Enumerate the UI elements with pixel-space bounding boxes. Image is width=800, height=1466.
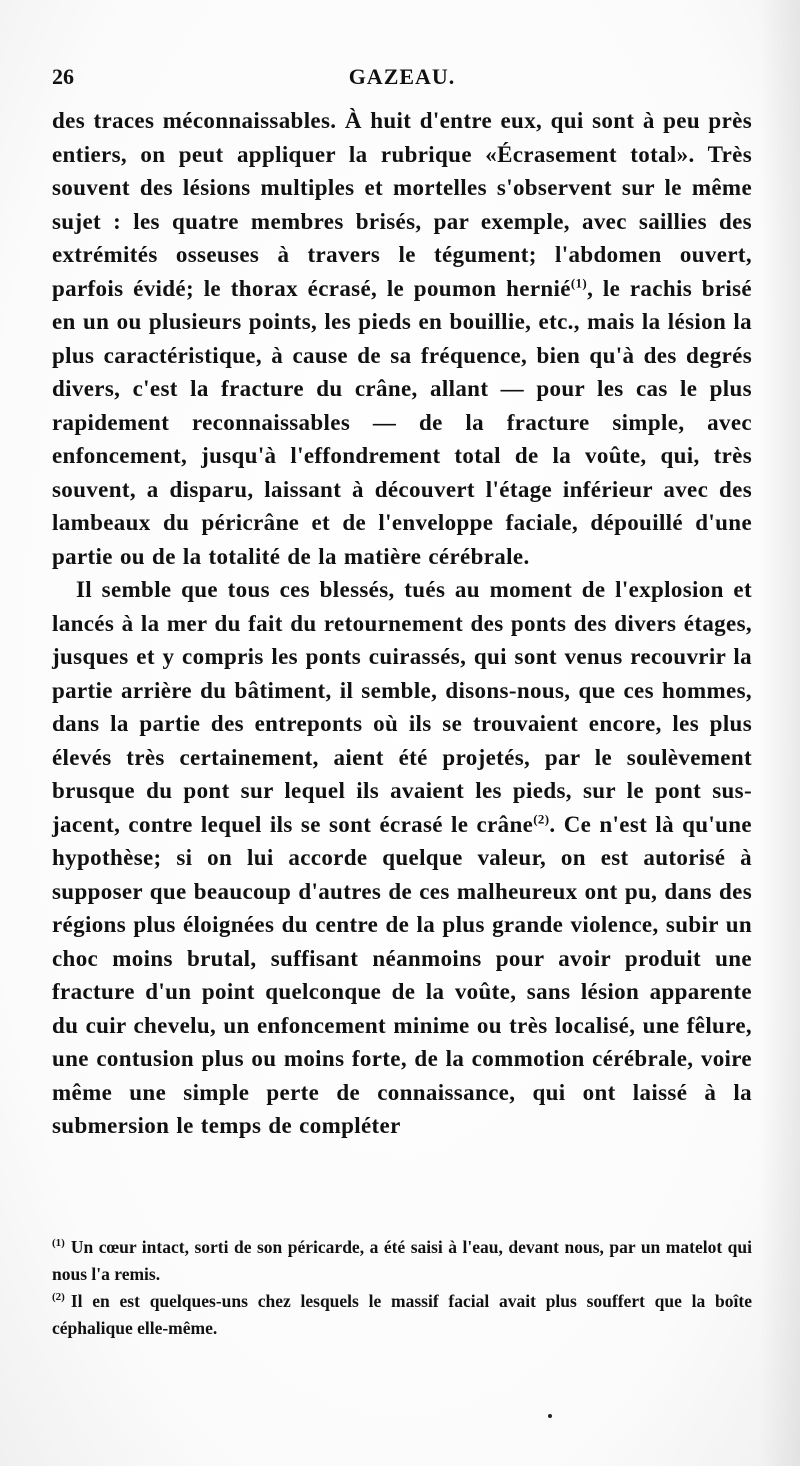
footnote-2-text: Il en est quelques-uns chez lesquels le massif facial avait plus souffert que la boîte céphalique elle-même. <box>52 1291 752 1338</box>
paragraph-2-text-a: Il semble que tous ces blessés, tués au moment de l'explosion et lancés à la mer du fait du retournement des ponts des divers étages, jusques et y compris les ponts cuirassés, qui sont venus recouvrir la partie arrière du bâtiment, il semble, disons-nous, que ces hommes, dans la partie des entreponts où ils se trouvaient encore, les plus élevés très certainement, aient été projetés, par le soulèvement brusque du pont sur lequel ils avaient les pieds, sur le pont sus-jacent, contre lequel ils se sont écrasé le crâne <box>52 577 752 837</box>
footnote-ref-2: (2) <box>533 810 550 826</box>
page-number: 26 <box>52 64 74 89</box>
footnote-2 <box>52 1288 752 1342</box>
footnote-1 <box>52 1234 752 1288</box>
paragraph-2 <box>52 573 752 1143</box>
page-header <box>52 58 752 94</box>
body-text <box>52 104 752 1143</box>
footnote-ref-1: (1) <box>570 274 588 290</box>
footnote-1-mark: (1) <box>52 1237 65 1250</box>
footnote-1-text: Un cœur intact, sorti de son péricarde, a été saisi à l'eau, devant nous, par un matelot qui nous l'a remis. <box>52 1237 752 1284</box>
paragraph-2-text-b: . Ce n'est là qu'une hypothèse; si on lui accorde quelque valeur, on est autorisé à supposer que beaucoup d'autres de ces malheureux ont pu, dans des régions plus éloignées du centre de la plus grande violence, subir un choc moins brutal, suffisant néanmoins pour avoir produit une fracture d'un point quelconque de la voûte, sans lésion apparente du cuir chevelu, un enfoncement minime ou très localisé, une fêlure, une contusion plus ou moins forte, de la commotion cérébrale, voire même une simple perte de connaissance, qui ont laissé à la submersion le temps de compléter <box>52 811 752 1138</box>
scan-edge-shading <box>760 0 800 1466</box>
paragraph-1-text-a: des traces méconnaissables. À huit d'entre eux, qui sont à peu près entiers, on peut appliquer la rubrique «Écrasement total». Très souvent des lésions multiples et mortelles s'observent sur le même sujet : les quatre membres brisés, par exemple, avec saillies des extrémités osseuses à travers le tégument; l'abdomen ouvert, parfois évidé; le thorax écrasé, le poumon hernié <box>52 108 752 301</box>
footnote-2-mark: (2) <box>52 1291 65 1304</box>
footnotes <box>52 1234 752 1342</box>
paragraph-1 <box>52 104 752 573</box>
ink-speck <box>548 1414 552 1418</box>
paragraph-1-text-b: , le rachis brisé en un ou plusieurs points, les pieds en bouillie, etc., mais la lésion la plus caractéristique, à cause de sa fréquence, bien qu'à des degrés divers, c'est la fracture du crâne, allant — pour les cas le plus rapidement reconnaissables — de la fracture simple, avec enfoncement, jusqu'à l'effondrement total de la voûte, qui, très souvent, a disparu, laissant à découvert l'étage inférieur avec des lambeaux du péricrâne et de l'enveloppe faciale, dépouillé d'une partie ou de la totalité de la matière cérébrale. <box>52 275 752 569</box>
running-head: GAZEAU. <box>348 64 456 89</box>
